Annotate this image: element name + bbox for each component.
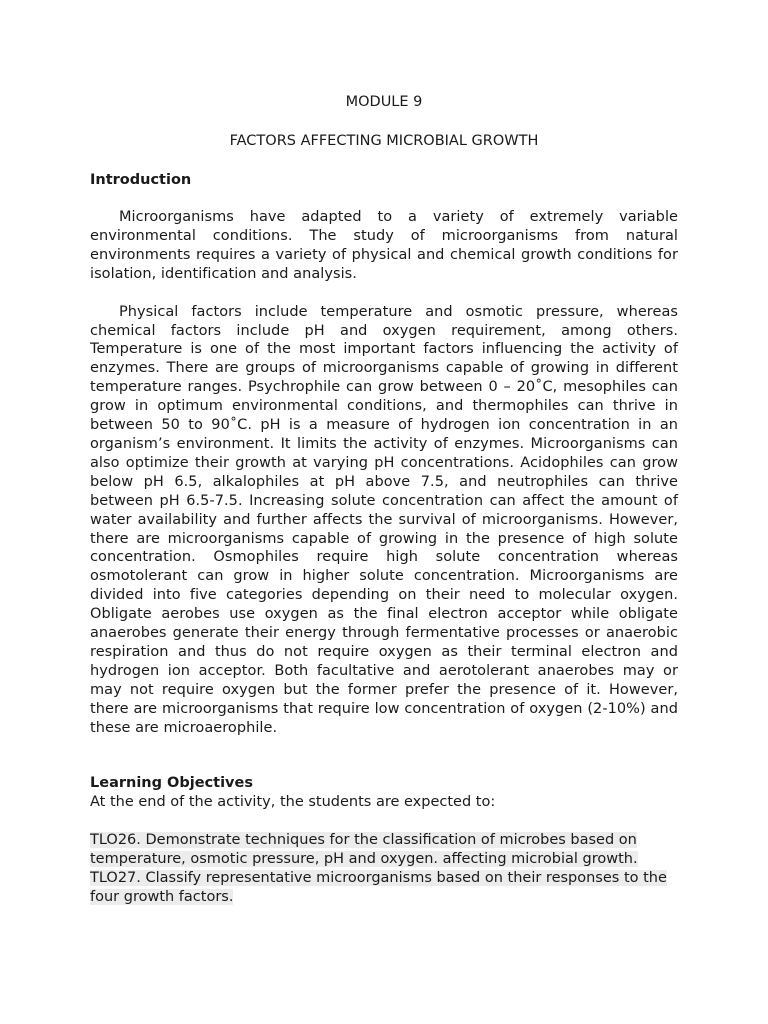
introduction-heading: Introduction	[90, 172, 192, 188]
module-subtitle: FACTORS AFFECTING MICROBIAL GROWTH	[229, 133, 539, 149]
learning-objectives-heading: Learning Objectives	[90, 775, 253, 792]
learning-objectives-intro: At the end of the activity, the students are expected to:	[90, 794, 496, 811]
document-page	[90, 92, 678, 907]
objective-item: TLO27. Classify representative microorganisms based on their responses to the four growth factors.	[90, 870, 667, 906]
intro-paragraph: Microorganisms have adapted to a variety of extremely variable environmental conditions. The study of microorganisms from natural environments requires a variety of physical and chemical growth conditions for isolation, identification and analysis.	[90, 209, 678, 282]
objectives-list	[90, 831, 678, 907]
objective-item: TLO26. Demonstrate techniques for the classification of microbes based on temperature, osmotic pressure, pH and oxygen. affecting microbial growth.	[90, 832, 638, 868]
module-title: MODULE 9	[345, 94, 423, 110]
factors-paragraph: Physical factors include temperature and osmotic pressure, whereas chemical factors include pH and oxygen requirement, among others. Temperature is one of the most important factors influencing the activity of enzymes. There are groups of microorganisms capable of growing in different temperature ranges. Psychrophile can grow between 0 – 20˚C, mesophiles can grow in optimum environmental conditions, and thermophiles can thrive in between 50 to 90˚C. pH is a measure of hydrogen ion concentration in an organism’s environment. It limits the activity of enzymes. Microorganisms can also optimize their growth at varying pH concentrations. Acidophiles can grow below pH 6.5, alkalophiles at pH above 7.5, and neutrophiles can thrive between pH 6.5-7.5. Increasing solute concentration can affect the amount of water availability and further affects the survival of microorganisms. However, there are microorganisms capable of growing in the presence of high solute concentration. Osmophiles require high solute concentration whereas osmotolerant can grow in higher solute concentration. Microorganisms are divided into five categories depending on their need to molecular oxygen. Obligate aerobes use oxygen as the final electron acceptor while obligate anaerobes generate their energy through fermentative processes or anaerobic respiration and thus do not require oxygen as their terminal electron and hydrogen ion acceptor. Both facultative and aerotolerant anaerobes may or may not require oxygen but the former prefer the presence of it. However, there are microorganisms that require low concentration of oxygen (2-10%) and these are microaerophile.	[90, 303, 678, 736]
